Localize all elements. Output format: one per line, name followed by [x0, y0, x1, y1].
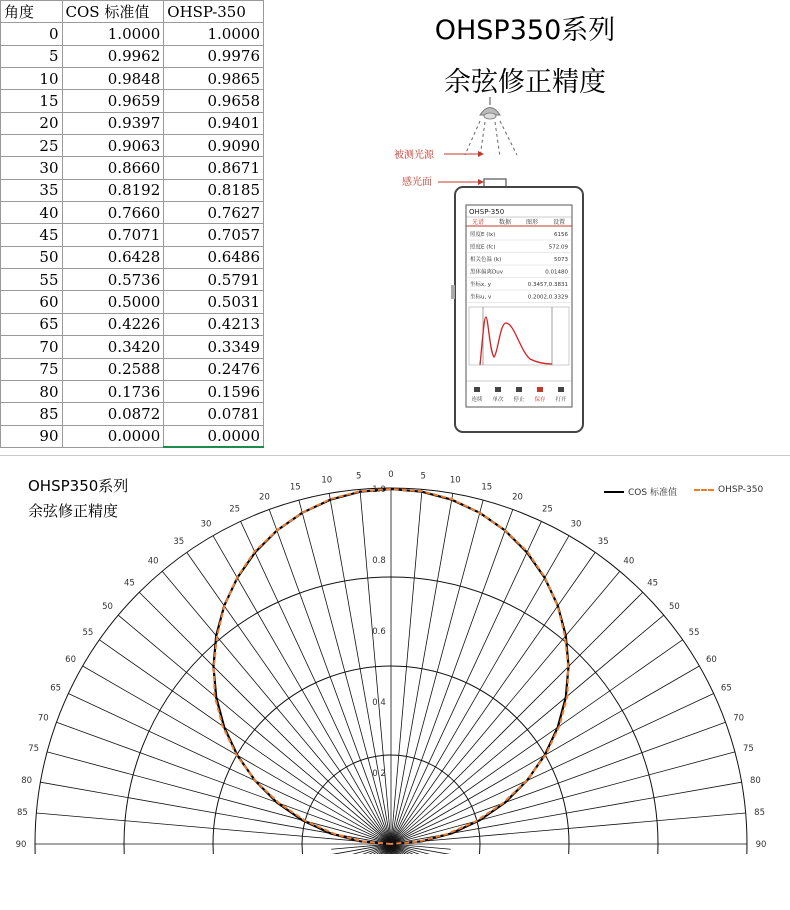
angle-tick-label: 5: [420, 471, 426, 482]
cell-angle[interactable]: 80: [1, 380, 63, 402]
angle-tick-label: 0: [388, 470, 394, 480]
cell-ohsp[interactable]: 0.5031: [164, 291, 264, 313]
table-row: [1, 358, 264, 380]
angle-tick-label: 10: [321, 475, 333, 486]
table-row: [1, 403, 264, 425]
grid-spoke: [391, 489, 422, 844]
angle-tick-label: 70: [733, 713, 745, 724]
device-button-label: 停止: [513, 397, 525, 403]
cell-angle[interactable]: 90: [1, 425, 63, 447]
device-button-icon: [474, 387, 480, 392]
device-name: OHSP-350: [469, 208, 505, 216]
cell-cos[interactable]: 0.4226: [62, 313, 164, 335]
angle-tick-label: 25: [229, 504, 241, 515]
cell-cos[interactable]: 0.9063: [62, 135, 164, 157]
table-row: [1, 291, 264, 313]
radial-tick-label: 1.0: [372, 485, 386, 495]
label-light-source: 被测光源: [394, 150, 434, 161]
grid-spoke: [391, 509, 513, 844]
grid-spoke: [391, 813, 746, 844]
table-body: [1, 23, 264, 448]
table-row: [1, 112, 264, 134]
radial-tick-label: 0.8: [372, 556, 386, 566]
device-button-icon: [558, 387, 564, 392]
table-row: [1, 246, 264, 268]
angle-tick-label: 70: [37, 713, 49, 724]
angle-tick-label: 15: [289, 482, 301, 493]
legend-label-ohsp: OHSP-350: [718, 485, 764, 495]
cell-cos[interactable]: 0.7071: [62, 224, 164, 246]
sensor-window: [484, 179, 506, 187]
device-tab: 设置: [553, 219, 566, 226]
arrow-sensor-head: [478, 179, 484, 185]
legend-entry-cos[interactable]: [604, 485, 677, 498]
cell-ohsp[interactable]: 0.9658: [164, 90, 264, 112]
cell-angle[interactable]: 70: [1, 336, 63, 358]
angle-tick-label: 65: [50, 683, 62, 694]
device-button-label: 连续: [471, 397, 483, 403]
table-row: [1, 336, 264, 358]
cell-cos[interactable]: 0.9962: [62, 45, 164, 67]
header-angle[interactable]: 角度: [1, 1, 63, 23]
table-row: [1, 179, 264, 201]
angle-tick-label: 80: [749, 775, 761, 786]
cell-ohsp[interactable]: 0.9865: [164, 68, 264, 90]
angle-tick-label: 45: [123, 578, 135, 589]
cell-cos[interactable]: 0.9397: [62, 112, 164, 134]
grid-spoke: [391, 536, 569, 844]
radial-tick-label: 0.4: [372, 698, 386, 708]
grid-spoke: [56, 722, 391, 844]
device-button-icon: [537, 387, 543, 392]
top-title-line2: 余弦修正精度: [444, 67, 606, 98]
angle-tick-label: 60: [706, 655, 717, 665]
angle-tick-label: 35: [597, 536, 609, 547]
cell-cos[interactable]: 0.9848: [62, 68, 164, 90]
cell-cos[interactable]: 0.8660: [62, 157, 164, 179]
cell-ohsp[interactable]: 0.5791: [164, 269, 264, 291]
table-row: [1, 45, 264, 67]
cell-ohsp[interactable]: 0.7627: [164, 202, 264, 224]
cell-ohsp[interactable]: 0.9401: [164, 112, 264, 134]
cell-cos[interactable]: 0.9659: [62, 90, 164, 112]
reading-label: 坐标u, v: [470, 294, 492, 301]
angle-tick-label: 50: [669, 602, 680, 613]
angle-tick-label: 40: [623, 556, 635, 567]
reading-label: 黑体偏离Duv: [470, 269, 503, 276]
device-tab: 光谱: [472, 219, 485, 226]
cell-angle[interactable]: 65: [1, 313, 63, 335]
polar-grid: [35, 488, 747, 910]
grid-spoke: [299, 500, 391, 844]
grid-spoke: [36, 813, 391, 844]
angle-tick-label: 30: [200, 519, 212, 530]
angle-tick-label: 10: [449, 475, 461, 486]
cell-angle[interactable]: 55: [1, 269, 63, 291]
table-row: [1, 380, 264, 402]
top-title-line1: OHSP350系列: [434, 15, 616, 46]
grid-spoke: [391, 752, 735, 844]
grid-spoke: [391, 500, 483, 844]
cell-angle[interactable]: 85: [1, 403, 63, 425]
reading-value: 5073: [554, 257, 568, 263]
header-cos[interactable]: COS 标准值: [62, 1, 164, 23]
angle-tick-label: 5: [356, 471, 362, 482]
device-button-label: 打开: [555, 397, 567, 403]
lamp-icon: [465, 97, 517, 157]
table-row: [1, 313, 264, 335]
cell-angle[interactable]: 45: [1, 224, 63, 246]
device-tab: 图形: [526, 219, 539, 226]
cell-cos[interactable]: 0.0000: [62, 425, 164, 447]
cell-cos[interactable]: 0.7660: [62, 202, 164, 224]
spectrum-box: [469, 307, 569, 365]
table-row: [1, 425, 264, 447]
header-ohsp[interactable]: OHSP-350: [164, 1, 264, 23]
reading-value: 0.01480: [545, 269, 568, 276]
cell-ohsp[interactable]: 0.0781: [164, 403, 264, 425]
cell-cos[interactable]: 0.8192: [62, 179, 164, 201]
device-button-icon: [495, 387, 501, 392]
table-row: [1, 68, 264, 90]
cell-cos[interactable]: 0.3420: [62, 336, 164, 358]
angle-tick-label: 25: [541, 504, 553, 515]
table-row: [1, 90, 264, 112]
angle-tick-label: 60: [65, 655, 76, 665]
radial-tick-label: 0.6: [372, 627, 386, 637]
reading-value: 572.09: [548, 244, 568, 251]
angle-tick-label: 40: [147, 556, 159, 567]
data-table: [0, 0, 264, 448]
cell-angle[interactable]: 50: [1, 246, 63, 268]
cell-angle[interactable]: 10: [1, 68, 63, 90]
table-row: [1, 135, 264, 157]
angle-tick-label: 65: [720, 683, 732, 694]
angle-tick-label: 90: [15, 840, 27, 850]
cell-angle[interactable]: 5: [1, 45, 63, 67]
reading-label: 相关色温 (k): [470, 257, 502, 263]
cell-ohsp[interactable]: 0.8185: [164, 179, 264, 201]
cell-ohsp[interactable]: 0.8671: [164, 157, 264, 179]
angle-tick-label: 55: [82, 627, 94, 638]
angle-tick-label: 75: [28, 744, 40, 755]
chart-title-line1: OHSP350系列: [28, 477, 129, 495]
grid-spoke: [360, 489, 391, 844]
angle-tick-label: 85: [16, 807, 28, 818]
cell-ohsp[interactable]: 0.0000: [164, 425, 264, 447]
cell-angle[interactable]: 75: [1, 358, 63, 380]
device-illustration: [380, 95, 610, 440]
table-row: [1, 269, 264, 291]
table-row: [1, 157, 264, 179]
legend-swatch-cos: [604, 491, 624, 493]
cell-ohsp[interactable]: 1.0000: [164, 23, 264, 45]
cell-angle[interactable]: 35: [1, 179, 63, 201]
cell-cos[interactable]: 0.5000: [62, 291, 164, 313]
cell-angle[interactable]: 0: [1, 23, 63, 45]
angle-tick-label: 75: [742, 744, 754, 755]
cell-cos[interactable]: 0.2588: [62, 358, 164, 380]
cell-cos[interactable]: 0.6428: [62, 246, 164, 268]
cell-ohsp[interactable]: 0.3349: [164, 336, 264, 358]
angle-tick-label: 80: [21, 775, 33, 786]
angle-tick-label: 85: [754, 807, 766, 818]
angle-tick-label: 35: [173, 536, 185, 547]
cell-angle[interactable]: 30: [1, 157, 63, 179]
angle-tick-label: 55: [688, 627, 700, 638]
chart-title-line2: 余弦修正精度: [28, 502, 119, 520]
grid-spoke: [391, 722, 726, 844]
cell-angle[interactable]: 15: [1, 90, 63, 112]
legend-label-cos: COS 标准值: [628, 488, 677, 498]
cell-angle[interactable]: 40: [1, 202, 63, 224]
cell-ohsp[interactable]: 0.2476: [164, 358, 264, 380]
cell-cos[interactable]: 0.1736: [62, 380, 164, 402]
angle-tick-label: 15: [481, 482, 493, 493]
cell-angle[interactable]: 25: [1, 135, 63, 157]
cell-angle[interactable]: 60: [1, 291, 63, 313]
reading-label: 坐标x, y: [470, 282, 492, 288]
table-row: [1, 23, 264, 45]
device-button-icon: [516, 387, 522, 392]
legend-entry-ohsp[interactable]: [694, 485, 763, 495]
angle-tick-label: 90: [755, 840, 767, 850]
reading-label: 照度E (lx): [470, 232, 496, 238]
label-sensor-surface: 感光面: [402, 177, 432, 188]
legend-swatch-ohsp: [694, 489, 714, 491]
reading-label: 照度E (fc): [470, 244, 496, 251]
angle-tick-label: 45: [647, 578, 659, 589]
angle-tick-label: 30: [570, 519, 582, 530]
table-header-row: [1, 1, 264, 23]
cell-ohsp[interactable]: 0.1596: [164, 380, 264, 402]
polar-chart: [0, 455, 790, 910]
cell-ohsp[interactable]: 0.6486: [164, 246, 264, 268]
angle-tick-label: 20: [512, 492, 523, 503]
reading-value: 0.2002,0.3329: [527, 294, 568, 301]
device-tab: 数据: [499, 219, 512, 226]
radial-tick-label: 0.2: [372, 769, 386, 779]
side-button: [451, 285, 455, 299]
angle-tick-label: 50: [102, 602, 113, 613]
table-row: [1, 224, 264, 246]
device-button-label: 保存: [534, 397, 546, 403]
cell-ohsp[interactable]: 0.4213: [164, 313, 264, 335]
angle-tick-label: 20: [259, 492, 270, 503]
grid-spoke: [47, 752, 391, 844]
cell-cos[interactable]: 0.0872: [62, 403, 164, 425]
table-row: [1, 202, 264, 224]
grid-spoke: [213, 536, 391, 844]
polar-chart-area: [0, 455, 790, 910]
cell-cos[interactable]: 1.0000: [62, 23, 164, 45]
cell-ohsp[interactable]: 0.9090: [164, 135, 264, 157]
cell-cos[interactable]: 0.5736: [62, 269, 164, 291]
device-button-label: 单次: [492, 397, 504, 403]
reading-value: 6156: [554, 232, 568, 238]
cell-ohsp[interactable]: 0.9976: [164, 45, 264, 67]
cell-angle[interactable]: 20: [1, 112, 63, 134]
cell-ohsp[interactable]: 0.7057: [164, 224, 264, 246]
reading-value: 0.3457,0.3831: [527, 282, 568, 288]
